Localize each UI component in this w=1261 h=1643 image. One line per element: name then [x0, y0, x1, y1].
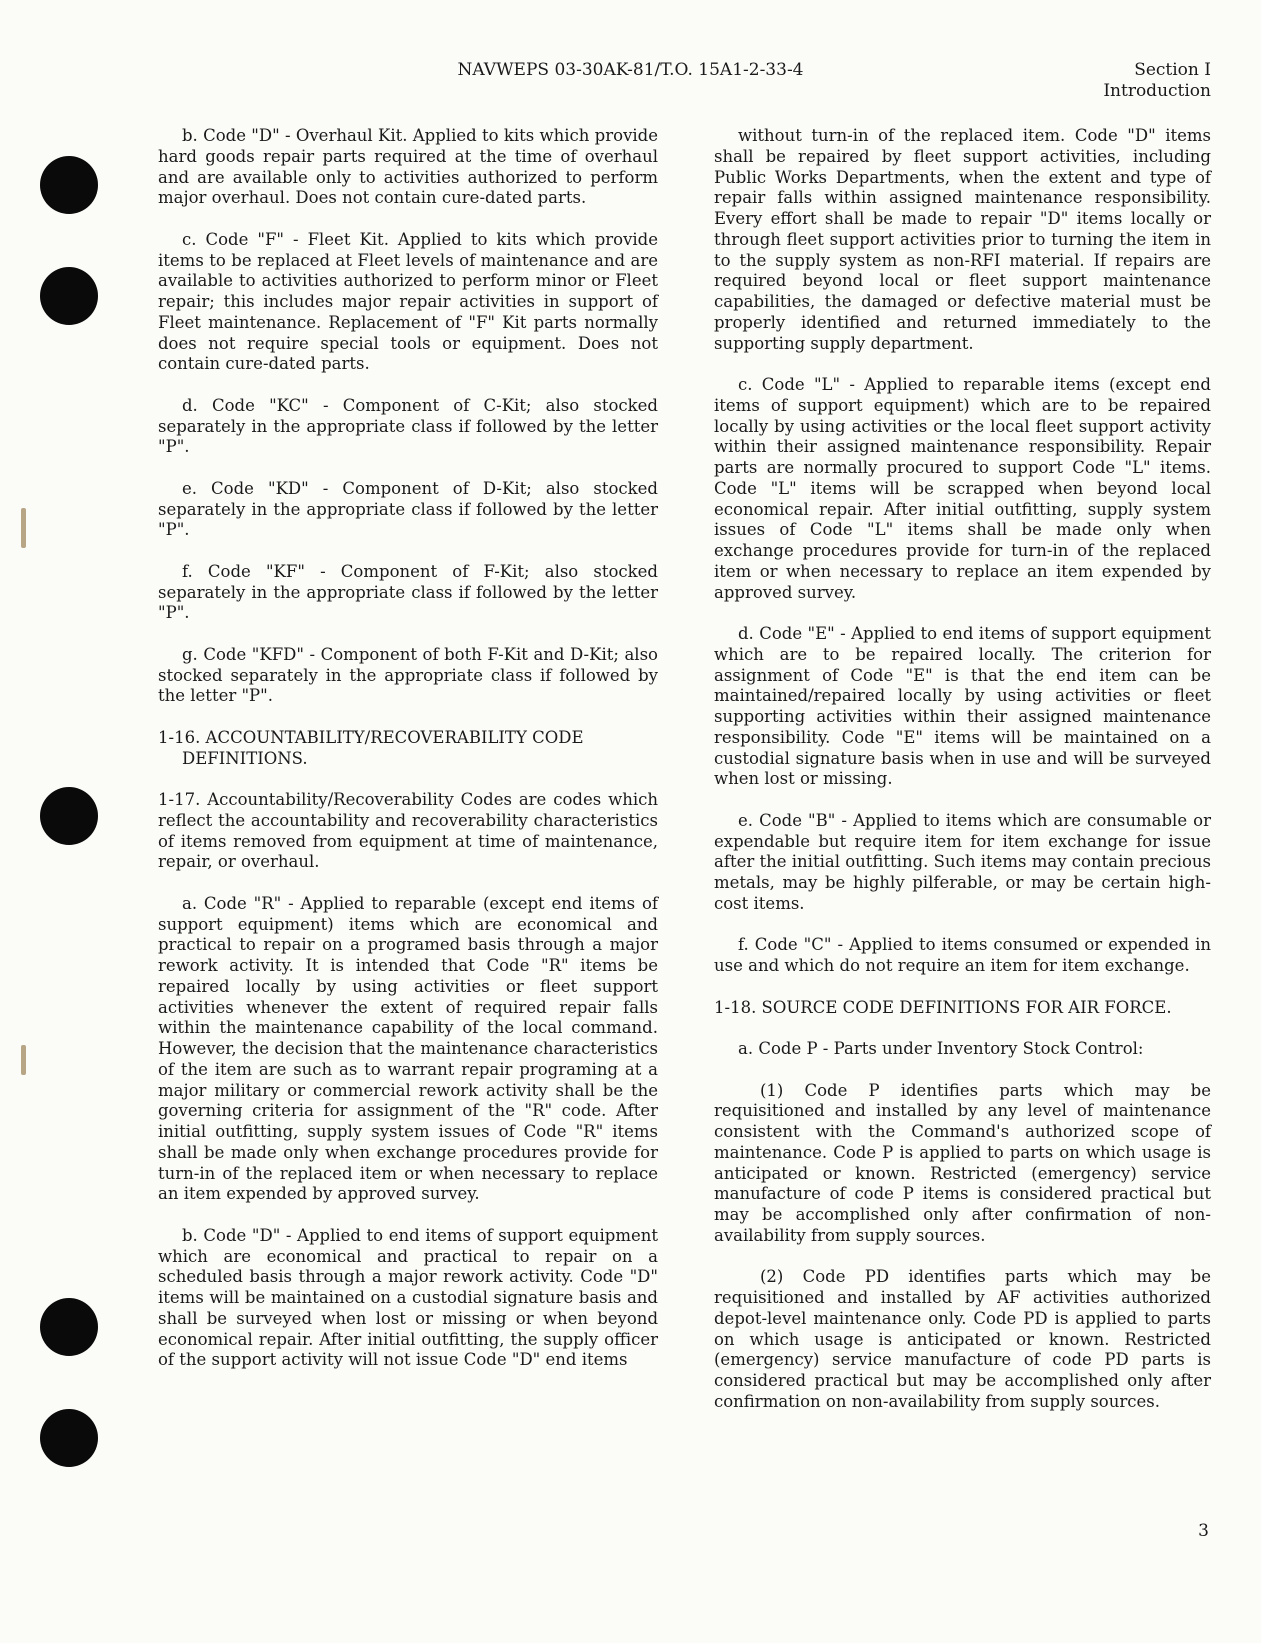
binder-hole: [40, 156, 98, 214]
para-code-p-heading: a. Code P - Parts under Inventory Stock Control:: [738, 1039, 1144, 1058]
page-number: 3: [1198, 1521, 1209, 1541]
para-code-e: d. Code "E" - Applied to end items of support equipment which are to be repaired locally. The criterion for assignment of Code "E" is that the end item can be maintained/repaired locally by using activities or fleet supporting activities within their assigned maintenance responsibility. Code "E" items will be maintained on a custodial signature basis when in use and will be surveyed when lost or missing.: [714, 624, 1211, 789]
para-code-d-end-items: b. Code "D" - Applied to end items of support equipment which are economical and practical to repair on a scheduled basis through a major rework activity. Code "D" items will be maintained on a custodial signature basis and shall be surveyed when lost or missing or when beyond economical repair. After initial outfitting, the supply officer of the support activity will not issue Code "D" end items: [158, 1225, 658, 1370]
para-code-l: c. Code "L" - Applied to reparable items (except end items of support equipment) which are to be repaired locally by using activities or the local fleet support activity within their assigned maintenance responsibility. Repair parts are normally procured to support Code "L" items. Code "L" items will be scrapped when beyond local economical repair. After initial outfitting, supply system issues of Code "L" items shall be made only when exchange procedures provide for turn-in of the replaced item or when necessary to replace an item expended by approved survey.: [714, 375, 1211, 602]
heading-1-18: 1-18. SOURCE CODE DEFINITIONS FOR AIR FORCE.: [714, 997, 1172, 1017]
edge-mark: [21, 508, 26, 548]
page-header-doc-number: NAVWEPS 03-30AK-81/T.O. 15A1-2-33-4: [457, 60, 804, 80]
para-code-p-1: (1) Code P identifies parts which may be requisitioned and installed by any level of maintenance consistent with the Command's authorized scope of maintenance. Code P is applied to parts on which usage is anticipated or known. Restricted (emergency) service manufacture of code P items is considered practical but may be accomplished only after confirmation of non-availability from supply sources.: [714, 1080, 1211, 1245]
right-column: [714, 126, 1211, 1433]
section-title: Introduction: [1103, 81, 1211, 101]
edge-mark: [21, 1045, 26, 1075]
para-code-pd-2: (2) Code PD identifies parts which may be requisitioned and installed by AF activities authorized depot-level maintenance only. Code PD is applied to parts on which usage is anticipated or known. Restricted (emergency) service manufacture of code PD parts is considered practical but may be accomplished only after confirmation on non-availability from supply sources.: [714, 1267, 1211, 1411]
para-code-kf: f. Code "KF" - Component of F-Kit; also stocked separately in the appropriate class if followed by the letter "P".: [158, 561, 658, 623]
para-code-b: e. Code "B" - Applied to items which are consumable or expendable but require item for item exchange for issue after the initial outfitting. Such items may contain precious metals, may be highly pilferable, or may be certain high-cost items.: [714, 810, 1211, 913]
para-code-d-continued: without turn-in of the replaced item. Code "D" items shall be repaired by fleet support activities, including Public Works Departments, when the extent and type of repair falls within assigned maintenance responsibility. Every effort shall be made to repair "D" items locally or through fleet support activities prior to turning the item in to the supply system as non-RFI material. If repairs are required beyond local or fleet support maintenance capabilities, the damaged or defective material must be properly identified and returned immediately to the supporting supply department.: [714, 126, 1211, 353]
para-code-r: a. Code "R" - Applied to reparable (except end items of support equipment) items which are economical and practical to repair on a programed basis through a major rework activity. It is intended that Code "R" items be repaired locally by using activities or fleet support activities whenever the extent of required repair falls within the maintenance capability of the local command. However, the decision that the maintenance characteristics of the item are such as to warrant repair programing at a major military or commercial rework activity shall be the governing criteria for assignment of the "R" code. After initial outfitting, supply system issues of Code "R" items shall be made only when exchange procedures provide for turn-in of the replaced item or when necessary to replace an item expended by approved survey.: [158, 893, 658, 1204]
para-code-kfd: g. Code "KFD" - Component of both F-Kit and D-Kit; also stocked separately in the appropriate class if followed by the letter "P".: [158, 644, 658, 706]
heading-1-16: 1-16. ACCOUNTABILITY/RECOVERABILITY CODE DEFINITIONS.: [158, 727, 584, 768]
para-1-17: 1-17. Accountability/Recoverability Codes are codes which reflect the accountability and recoverability characteristics of items removed from equipment at time of maintenance, repair, or overhaul.: [158, 790, 658, 872]
section-label: Section I: [1134, 60, 1211, 80]
left-column: [158, 126, 658, 1392]
para-overhaul-kit: b. Code "D" - Overhaul Kit. Applied to kits which provide hard goods repair parts required at the time of overhaul and are available only to activities authorized to perform major overhaul. Does not contain cure-dated parts.: [158, 126, 658, 208]
page-header-section: [1103, 60, 1211, 102]
para-code-kd: e. Code "KD" - Component of D-Kit; also stocked separately in the appropriate class if followed by the letter "P".: [158, 478, 658, 540]
binder-hole: [40, 1409, 98, 1467]
binder-hole: [40, 1298, 98, 1356]
para-fleet-kit: c. Code "F" - Fleet Kit. Applied to kits which provide items to be replaced at Fleet levels of maintenance and are available to activities authorized to perform minor or Fleet repair; this includes major repair activities in support of Fleet maintenance. Replacement of "F" Kit parts normally does not require special tools or equipment. Does not contain cure-dated parts.: [158, 229, 658, 374]
para-code-c: f. Code "C" - Applied to items consumed or expended in use and which do not require an item for item exchange.: [714, 935, 1211, 975]
para-code-kc: d. Code "KC" - Component of C-Kit; also stocked separately in the appropriate class if followed by the letter "P".: [158, 395, 658, 457]
binder-hole: [40, 267, 98, 325]
binder-hole: [40, 787, 98, 845]
